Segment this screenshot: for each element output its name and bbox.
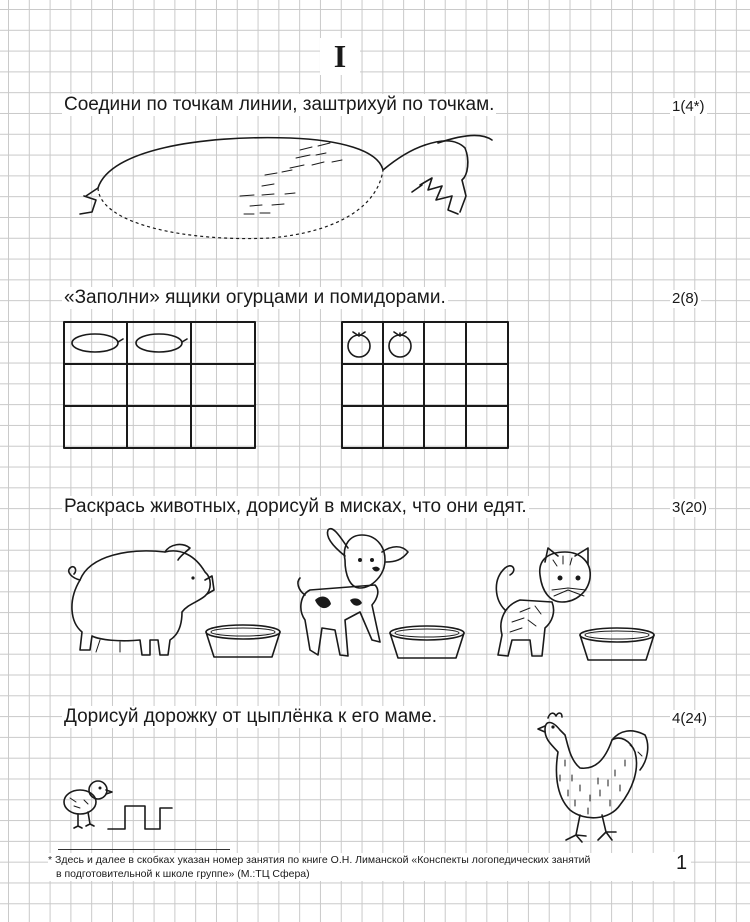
task-1-text: Соедини по точкам линии, заштрихуй по точкам. [64, 94, 495, 115]
footnote [48, 853, 688, 881]
task-3-text: Раскрась животных, дорисуй в мисках, что они едят. [64, 496, 527, 517]
chick-icon [64, 781, 112, 828]
task-2-text: «Заполни» ящики огурцами и помидорами. [64, 287, 446, 308]
task-4-text: Дорисуй дорожку от цыплёнка к его маме. [64, 706, 438, 727]
path-start-line [108, 806, 172, 829]
hen-icon [538, 713, 648, 842]
section-numeral: I [320, 38, 360, 75]
footnote-divider [58, 849, 230, 850]
footnote-line-2: в подготовительной к школе группе» (М.:ТЦ Сфера) [56, 868, 310, 880]
task-4-number: 4(24) [672, 710, 708, 727]
page-number: 1 [672, 852, 691, 875]
task-1-number: 1(4*) [672, 98, 705, 115]
task-2-number: 2(8) [672, 290, 699, 307]
task-3-number: 3(20) [672, 499, 708, 516]
footnote-line-1: * Здесь и далее в скобках указан номер занятия по книге О.Н. Лиманской «Конспекты логопедических занятий [48, 854, 591, 866]
